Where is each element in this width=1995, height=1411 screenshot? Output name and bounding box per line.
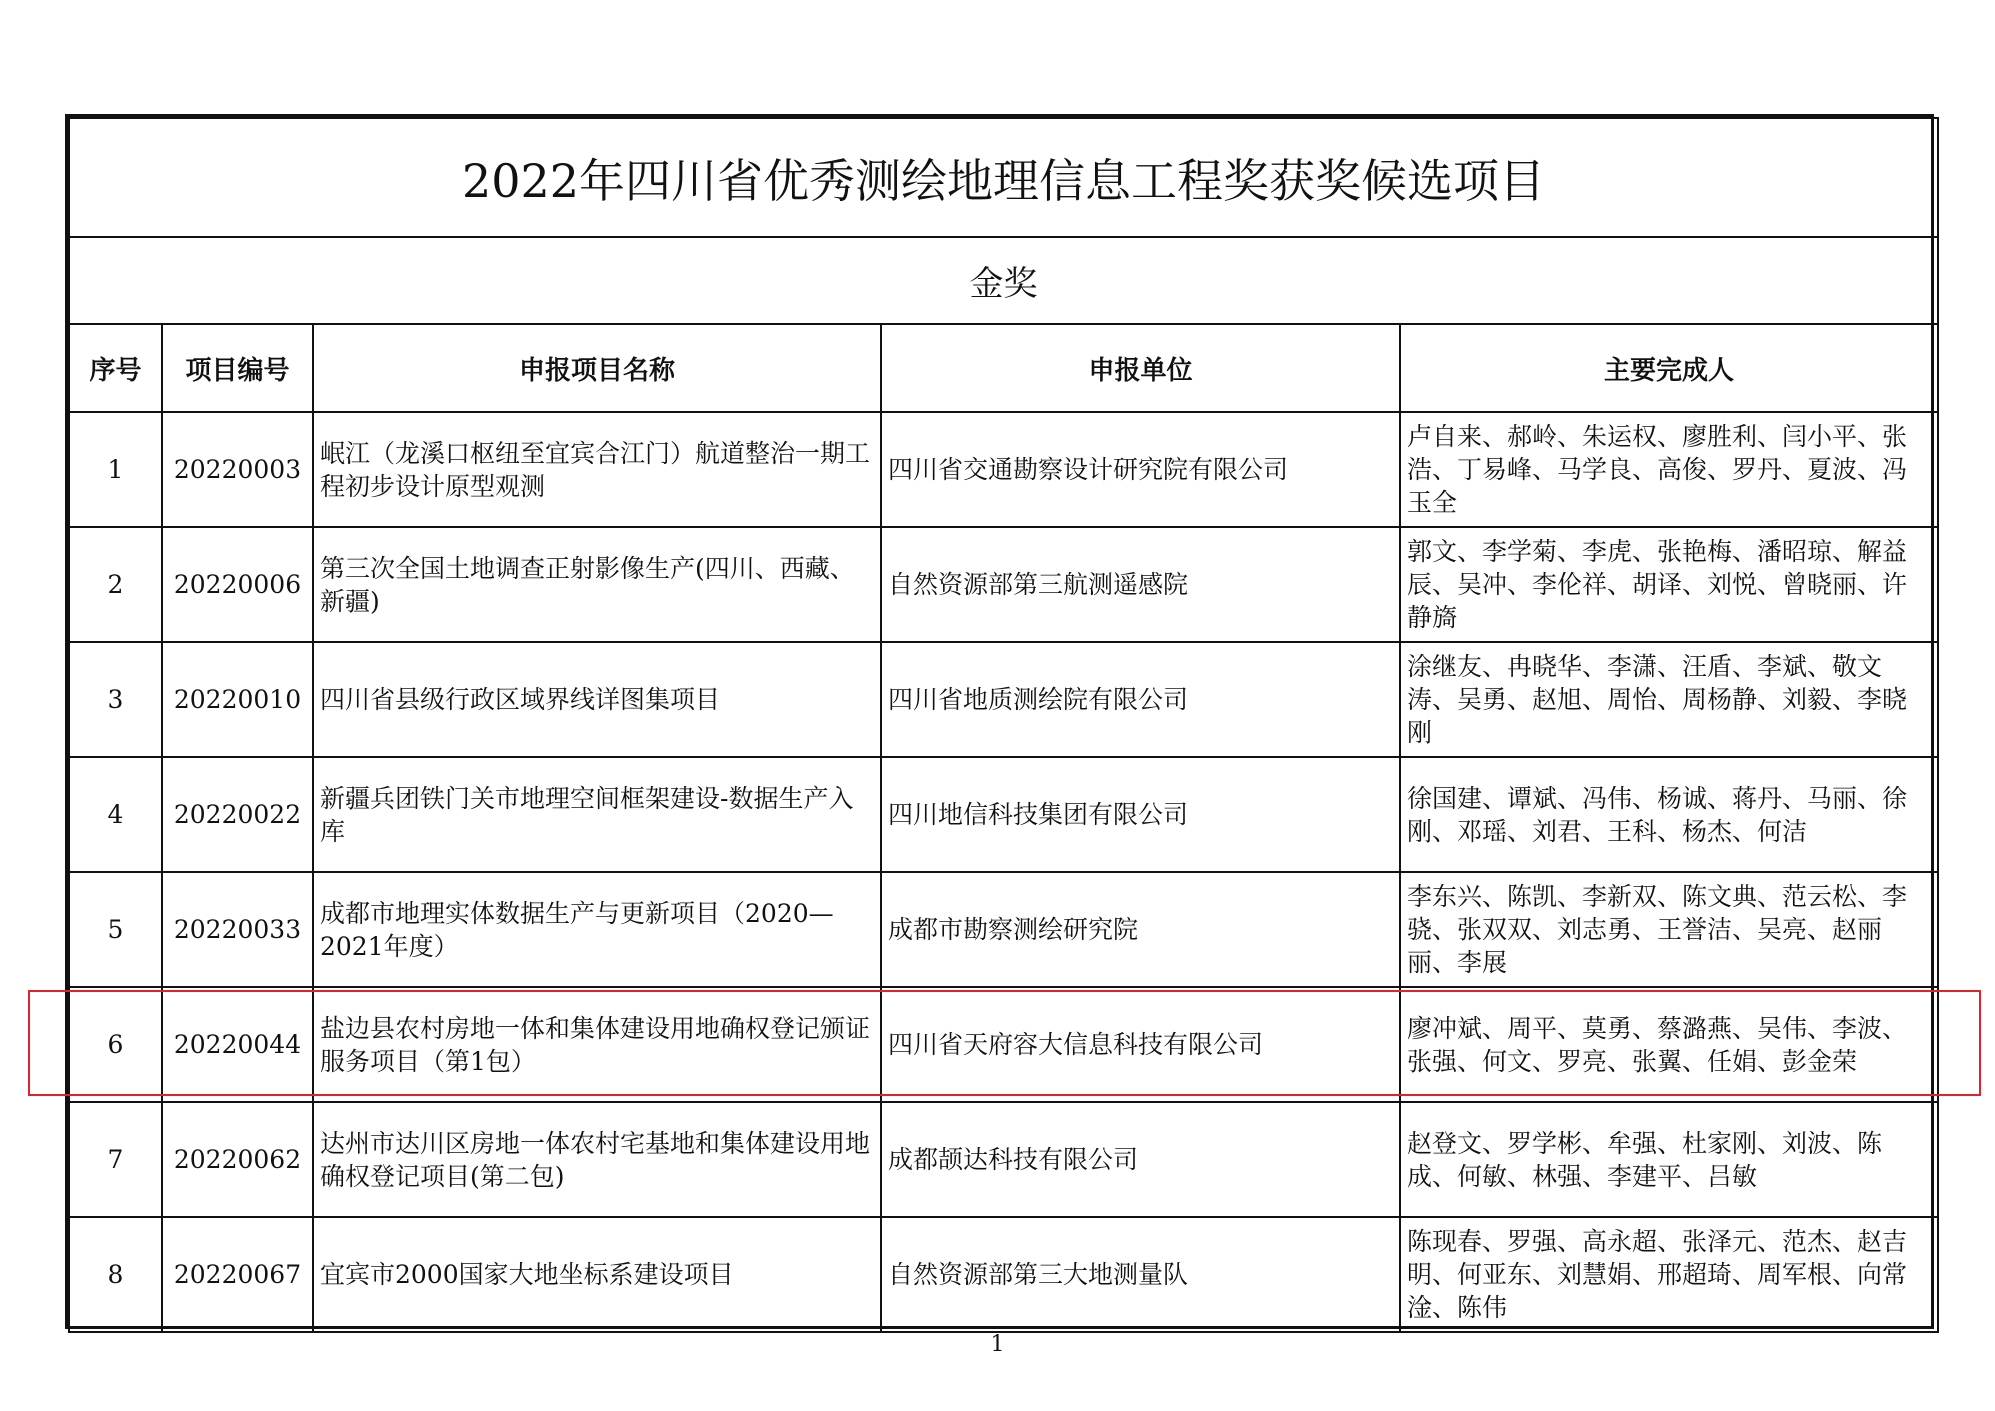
cell-seq: 8 [69, 1217, 162, 1332]
header-row [69, 324, 1938, 412]
table-row [69, 1102, 1938, 1217]
cell-project-name: 达州市达川区房地一体农村宅基地和集体建设用地确权登记项目(第二包) [313, 1102, 881, 1217]
cell-project-name: 宜宾市2000国家大地坐标系建设项目 [313, 1217, 881, 1332]
table-row [69, 642, 1938, 757]
cell-project-name: 盐边县农村房地一体和集体建设用地确权登记颁证服务项目（第1包） [313, 987, 881, 1102]
table-row [69, 872, 1938, 987]
cell-unit: 四川省天府容大信息科技有限公司 [881, 987, 1400, 1102]
cell-seq: 3 [69, 642, 162, 757]
table-row [69, 1217, 1938, 1332]
cell-unit: 成都颉达科技有限公司 [881, 1102, 1400, 1217]
cell-people: 卢自来、郝岭、朱运权、廖胜利、闫小平、张浩、丁易峰、马学良、高俊、罗丹、夏波、冯玉全 [1400, 412, 1938, 527]
cell-project-name: 新疆兵团铁门关市地理空间框架建设-数据生产入库 [313, 757, 881, 872]
cell-seq: 5 [69, 872, 162, 987]
cell-unit: 成都市勘察测绘研究院 [881, 872, 1400, 987]
cell-seq: 4 [69, 757, 162, 872]
cell-project-name: 成都市地理实体数据生产与更新项目（2020—2021年度） [313, 872, 881, 987]
cell-people: 郭文、李学菊、李虎、张艳梅、潘昭琼、解益辰、吴冲、李伦祥、胡译、刘悦、曾晓丽、许静旖 [1400, 527, 1938, 642]
table-row [69, 412, 1938, 527]
cell-people: 陈现春、罗强、高永超、张泽元、范杰、赵吉明、何亚东、刘慧娟、邢超琦、周军根、向常淦、陈伟 [1400, 1217, 1938, 1332]
cell-people: 廖冲斌、周平、莫勇、蔡潞燕、吴伟、李波、张强、何文、罗亮、张翼、任娟、彭金荣 [1400, 987, 1938, 1102]
cell-code: 20220010 [162, 642, 313, 757]
cell-project-name: 第三次全国土地调查正射影像生产(四川、西藏、新疆) [313, 527, 881, 642]
cell-code: 20220062 [162, 1102, 313, 1217]
table-row [69, 527, 1938, 642]
award-table [68, 117, 1939, 1333]
cell-code: 20220033 [162, 872, 313, 987]
cell-code: 20220006 [162, 527, 313, 642]
cell-people: 涂继友、冉晓华、李潇、汪盾、李斌、敬文涛、吴勇、赵旭、周怡、周杨静、刘毅、李晓刚 [1400, 642, 1938, 757]
cell-unit: 自然资源部第三大地测量队 [881, 1217, 1400, 1332]
table-title: 2022年四川省优秀测绘地理信息工程奖获奖候选项目 [69, 118, 1938, 237]
header-code: 项目编号 [162, 324, 313, 412]
header-people: 主要完成人 [1400, 324, 1938, 412]
cell-people: 徐国建、谭斌、冯伟、杨诚、蒋丹、马丽、徐刚、邓瑶、刘君、王科、杨杰、何洁 [1400, 757, 1938, 872]
cell-seq: 2 [69, 527, 162, 642]
cell-people: 李东兴、陈凯、李新双、陈文典、范云松、李骁、张双双、刘志勇、王誉洁、吴亮、赵丽丽、李展 [1400, 872, 1938, 987]
cell-people: 赵登文、罗学彬、牟强、杜家刚、刘波、陈成、何敏、林强、李建平、吕敏 [1400, 1102, 1938, 1217]
table-row-highlighted [69, 987, 1938, 1102]
cell-project-name: 岷江（龙溪口枢纽至宜宾合江门）航道整治一期工程初步设计原型观测 [313, 412, 881, 527]
cell-seq: 6 [69, 987, 162, 1102]
cell-unit: 四川地信科技集团有限公司 [881, 757, 1400, 872]
cell-code: 20220022 [162, 757, 313, 872]
cell-seq: 7 [69, 1102, 162, 1217]
header-name: 申报项目名称 [313, 324, 881, 412]
table-row [69, 757, 1938, 872]
cell-unit: 自然资源部第三航测遥感院 [881, 527, 1400, 642]
cell-seq: 1 [69, 412, 162, 527]
award-table-frame [65, 114, 1934, 1329]
header-unit: 申报单位 [881, 324, 1400, 412]
page-number: 1 [990, 1332, 1005, 1357]
cell-code: 20220003 [162, 412, 313, 527]
cell-unit: 四川省交通勘察设计研究院有限公司 [881, 412, 1400, 527]
section-heading: 金奖 [69, 237, 1938, 324]
cell-project-name: 四川省县级行政区域界线详图集项目 [313, 642, 881, 757]
cell-code: 20220067 [162, 1217, 313, 1332]
cell-unit: 四川省地质测绘院有限公司 [881, 642, 1400, 757]
cell-code: 20220044 [162, 987, 313, 1102]
header-seq: 序号 [69, 324, 162, 412]
